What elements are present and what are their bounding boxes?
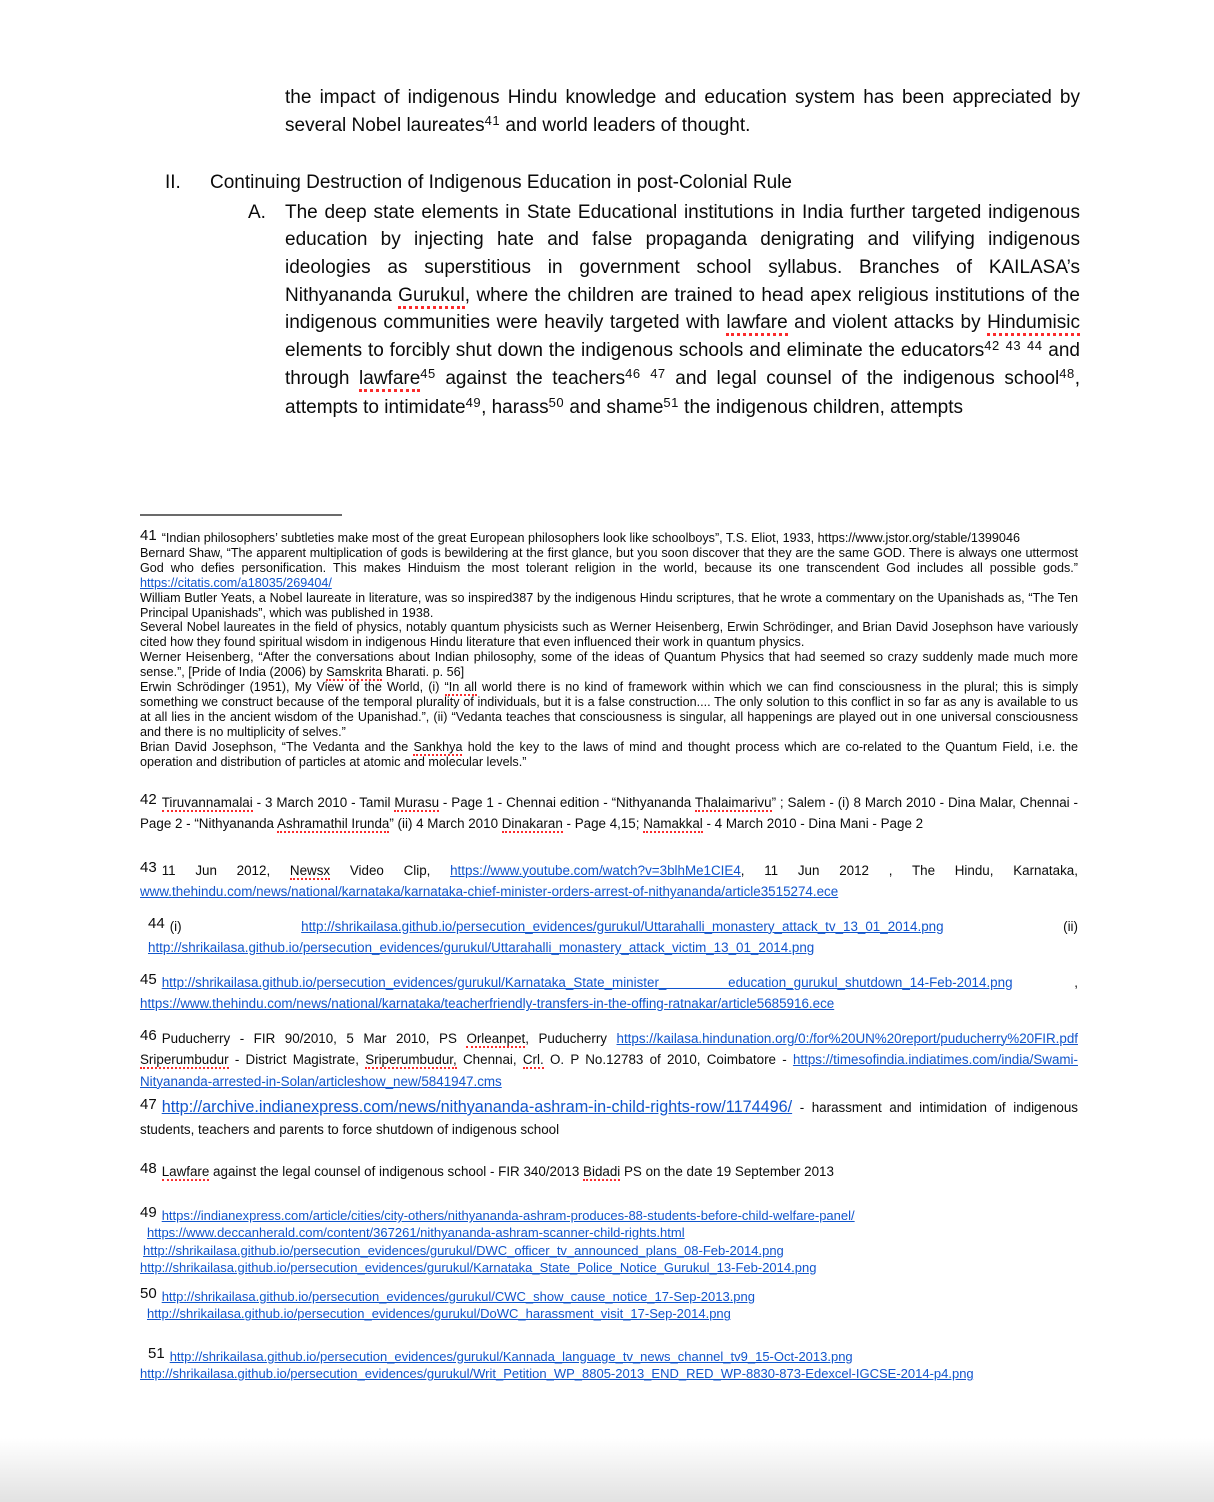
footnote-paragraph bbox=[140, 1204, 1078, 1224]
footnote-paragraph bbox=[140, 972, 1078, 1015]
footnote bbox=[140, 860, 1078, 903]
text-run: - District Magistrate, bbox=[228, 1052, 366, 1067]
footnote bbox=[140, 1344, 1078, 1383]
misspelled-word: lawfare bbox=[726, 312, 787, 336]
misspelled-word: Newsx bbox=[289, 862, 331, 878]
body-text bbox=[140, 84, 1080, 423]
text-run: elements to forcibly shut down the indigenous schools and eliminate the educators bbox=[285, 339, 985, 361]
misspelled-word: Gurukul bbox=[398, 285, 465, 309]
footnote-paragraph bbox=[140, 1365, 1078, 1382]
misspelled-word: Hindumisic bbox=[987, 312, 1080, 336]
text-run: - 3 March 2010 - Tamil bbox=[252, 794, 395, 810]
text-run: - Page 1 - Chennai edition - “Nithyananda bbox=[439, 794, 695, 810]
footnote-ref: 43 bbox=[1005, 337, 1022, 353]
hyperlink[interactable]: http://shrikailasa.github.io/persecution_evidences/gurukul/DoWC_harassment_visit_17-Sep-2014.png bbox=[147, 1306, 731, 1322]
text-run: ” (ii) 4 March 2010 bbox=[389, 816, 502, 831]
text-run: (i) bbox=[169, 918, 302, 934]
footnote-paragraph bbox=[140, 1305, 1078, 1322]
footnote-ref: 42 bbox=[984, 337, 1000, 353]
footnote-ref: 50 bbox=[548, 394, 565, 410]
text-run: , Puducherry bbox=[525, 1030, 617, 1046]
footnote-paragraph bbox=[140, 1028, 1078, 1093]
text-run: Bharati. p. 56] bbox=[382, 665, 465, 680]
misspelled-word: Thalaimarivu bbox=[694, 794, 772, 810]
text-run: The deep state elements in State Educational institutions in India further targeted indigenous education by injecting hate and false propaganda denigrating and vilifying indigenous ideologies as superstitious in government school syllabus. Branches of KAILASA’s Nithyananda bbox=[285, 201, 1080, 306]
text-run: Brian David Josephson, “The Vedanta and the bbox=[140, 739, 414, 754]
footnote bbox=[140, 1028, 1078, 1093]
hyperlink[interactable]: https://kailasa.hindunation.org/0:/for%20UN%20report/puducherry%20FIR.pdf bbox=[616, 1030, 1079, 1046]
text-run: the impact of indigenous Hindu knowledge and education system has been appreciated by several Nobel laureates bbox=[285, 87, 1080, 136]
footnote-number: 43 bbox=[140, 858, 157, 876]
hyperlink[interactable]: www.thehindu.com/news/national/karnataka/karnataka-chief-minister-orders-arrest-of-nithyananda/article3515274.ece bbox=[140, 884, 839, 899]
footnote-paragraph bbox=[140, 680, 1078, 740]
footnote-paragraph bbox=[140, 1096, 1078, 1141]
text-run: ” ; Salem - (i) 8 March 2010 - Dina Malar, Chennai - Page 2 - “Nithyananda bbox=[140, 794, 1079, 831]
text-run: “Indian philosophers’ subtleties make most of the great European philosophers look like schoolboys”, T.S. Eliot, 1933, https://www.jstor.org/stable/1399046 bbox=[161, 531, 1020, 545]
footnote-paragraph bbox=[140, 792, 1078, 835]
hyperlink[interactable]: http://shrikailasa.github.io/persecution_evidences/gurukul/CWC_show_cause_notice_17-Sep-2013.png bbox=[161, 1289, 755, 1305]
text-run bbox=[641, 368, 651, 389]
footnote-paragraph bbox=[140, 546, 1078, 591]
footnote-list bbox=[140, 527, 1079, 1382]
misspelled-word: Sriperumbudur bbox=[140, 1052, 229, 1067]
text-run bbox=[1000, 340, 1006, 361]
footnote-number: 47 bbox=[140, 1096, 157, 1113]
hyperlink[interactable]: https://citatis.com/a18035/269404/ bbox=[140, 575, 332, 590]
text-run: , attempts to intimidate bbox=[285, 368, 1081, 418]
footnote-number: 42 bbox=[140, 790, 157, 808]
footnote bbox=[140, 1285, 1078, 1323]
text-run: and violent attacks by bbox=[787, 312, 988, 334]
footnote-ref: 49 bbox=[465, 394, 482, 410]
footnote-ref: 41 bbox=[484, 112, 501, 128]
footnote bbox=[140, 792, 1078, 835]
misspelled-word: Dinakaran bbox=[501, 816, 563, 831]
text-run: 11 Jun 2012, bbox=[161, 862, 290, 878]
text-run: William Butler Yeats, a Nobel laureate in literature, was so inspired387 by the indigenous Hindu scriptures, that he wrote a commentary on the Upanishads as, “The Ten Principal Upanishads”, which was published in 1938. bbox=[140, 590, 1078, 620]
text-run: - 4 March 2010 - Dina Mani - Page 2 bbox=[702, 816, 924, 831]
list-marker: II. bbox=[165, 172, 181, 194]
text-run: Werner Heisenberg, “After the conversations about Indian philosophy, some of the ideas of Quantum Physics that had seemed so crazy suddenly made much more sense.”, [Pride of India (2006) by bbox=[140, 650, 1078, 680]
misspelled-word: Sriperumbudur, bbox=[365, 1052, 457, 1067]
misspelled-word: lawfare bbox=[359, 368, 420, 392]
hyperlink[interactable]: https://www.deccanherald.com/content/367261/nithyananda-ashram-scanner-child-rights.html bbox=[147, 1225, 685, 1241]
misspelled-word: Sankhya bbox=[413, 739, 463, 754]
footnote-paragraph bbox=[140, 650, 1078, 680]
text-run: (ii) bbox=[943, 918, 1078, 934]
text-run: hold the key to the laws of mind and thought process which are co-related to the Quantum Field, i.e. the operation and distribution of particles at atomic and molecular levels.” bbox=[140, 739, 1078, 769]
text-run: , bbox=[1012, 974, 1078, 990]
misspelled-word: Samskrita bbox=[326, 665, 383, 680]
hyperlink[interactable]: http://shrikailasa.github.io/persecution_evidences/gurukul/Karnataka_State_Police_Notice_Gurukul_13-Feb-2014.png bbox=[140, 1259, 817, 1275]
misspelled-word: Murasu bbox=[394, 794, 440, 810]
footnote bbox=[140, 916, 1078, 959]
footnote-paragraph bbox=[140, 1344, 1078, 1365]
footnote bbox=[140, 972, 1078, 1015]
footnote-paragraph bbox=[140, 740, 1078, 770]
text-run: and shame bbox=[564, 396, 664, 418]
footnote-paragraph bbox=[140, 1285, 1078, 1305]
footnote bbox=[140, 1096, 1078, 1141]
hyperlink[interactable]: http://shrikailasa.github.io/persecution_evidences/gurukul/Karnataka_State_minister_ education_gurukul_shutdown_14-Feb-2014.png bbox=[161, 974, 1013, 990]
text-run: - harassment and intimidation of indigenous students, teachers and parents to force shutdown of indigenous school bbox=[140, 1100, 1078, 1137]
footnote-paragraph bbox=[140, 1224, 1078, 1241]
text-run: PS on the date 19 September 2013 bbox=[620, 1164, 834, 1179]
footnote-ref: 51 bbox=[663, 394, 679, 410]
text-run: and through bbox=[285, 339, 1081, 390]
hyperlink[interactable]: http://archive.indianexpress.com/news/nithyananda-ashram-in-child-rights-row/1174496/ bbox=[161, 1098, 793, 1116]
footnote-ref: 44 bbox=[1026, 337, 1043, 353]
text-run: against the teachers bbox=[435, 368, 626, 390]
text-run: , harass bbox=[481, 396, 549, 418]
text-run: and legal counsel of the indigenous school bbox=[665, 368, 1060, 390]
footnote-number: 46 bbox=[140, 1026, 157, 1044]
text-run: against the legal counsel of indigenous school - FIR 340/2013 bbox=[209, 1164, 584, 1179]
footnote-paragraph bbox=[140, 527, 1078, 546]
footnote-paragraph bbox=[140, 1242, 1078, 1259]
footnote-number: 41 bbox=[140, 527, 157, 544]
footnote-ref: 45 bbox=[420, 366, 436, 382]
footnotes-section bbox=[140, 508, 1078, 1382]
footnote-number: 48 bbox=[140, 1160, 157, 1177]
footnote-number: 45 bbox=[140, 970, 157, 988]
footnote-number: 51 bbox=[148, 1344, 165, 1362]
footnote-separator bbox=[140, 514, 342, 516]
footnote-ref: 48 bbox=[1059, 366, 1075, 382]
text-run: Erwin Schrödinger (1951), My View of the World, (i) bbox=[140, 680, 445, 695]
footnote-paragraph bbox=[140, 1259, 1078, 1276]
hyperlink[interactable]: https://indianexpress.com/article/cities/city-others/nithyananda-ashram-produces-88-students-before-child-welfare-panel/ bbox=[161, 1208, 855, 1223]
text-run: Puducherry - FIR 90/2010, 5 Mar 2010, PS bbox=[161, 1030, 467, 1046]
text-run: - Page 4,15; bbox=[562, 816, 644, 831]
hyperlink[interactable]: https://www.youtube.com/watch?v=3blhMe1CIE4 bbox=[450, 862, 741, 878]
footnote-paragraph bbox=[140, 1160, 1078, 1180]
footnote bbox=[140, 1204, 1078, 1276]
footnote-number: 44 bbox=[148, 914, 165, 932]
footnote bbox=[140, 1160, 1078, 1180]
text-run: Several Nobel laureates in the field of physics, notably quantum physicists such as Werner Heisenberg, Erwin Schrödinger, and Brian David Josephson have variously cited how they found spiritual wisdom in indigenous Hindu literature that even influenced their work in quantum physics. bbox=[140, 620, 1078, 650]
text-run: Chennai, bbox=[456, 1052, 523, 1067]
hyperlink[interactable]: https://timesofindia.indiatimes.com/india/Swami-Nityananda-arrested-in-Solan/articleshow_new/5841947.cms bbox=[140, 1052, 1078, 1089]
footnote bbox=[140, 527, 1078, 770]
misspelled-word: Tiruvannamalai bbox=[161, 794, 253, 810]
page-bottom-shadow bbox=[0, 1438, 1214, 1502]
hyperlink[interactable]: http://shrikailasa.github.io/persecution_evidences/gurukul/Uttarahalli_monastery_attack_tv_13_01_2014.png bbox=[301, 918, 944, 934]
text-run: and world leaders of thought. bbox=[500, 114, 751, 136]
text-run: Video Clip, bbox=[330, 862, 451, 878]
footnote-paragraph bbox=[140, 620, 1078, 650]
misspelled-word: Orleanpet bbox=[466, 1030, 526, 1046]
body-paragraph bbox=[140, 199, 1080, 423]
footnote-ref: 46 bbox=[625, 366, 641, 382]
hyperlink[interactable]: http://shrikailasa.github.io/persecution_evidences/gurukul/DWC_officer_tv_announced_plans_08-Feb-2014.png bbox=[143, 1242, 784, 1258]
footnote-number: 50 bbox=[140, 1285, 157, 1303]
footnote-paragraph bbox=[140, 916, 1078, 959]
misspelled-word: Ashramathil Irunda bbox=[276, 816, 390, 831]
footnote-ref: 47 bbox=[650, 366, 666, 382]
hyperlink[interactable]: http://shrikailasa.github.io/persecution_evidences/gurukul/Uttarahalli_monastery_attack_victim_13_01_2014.png bbox=[148, 940, 815, 955]
text-run: the indigenous children, attempts bbox=[678, 396, 964, 418]
misspelled-word: Bidadi bbox=[583, 1164, 621, 1179]
text-run: Continuing Destruction of Indigenous Education in post-Colonial Rule bbox=[210, 172, 792, 194]
text-run: , where the children are trained to head apex religious institutions of the indigenous communities were heavily targeted with bbox=[285, 284, 1081, 334]
misspelled-word: Crl. bbox=[522, 1052, 544, 1067]
misspelled-word: Lawfare bbox=[161, 1164, 210, 1179]
footnote-number: 49 bbox=[140, 1204, 157, 1221]
text-run: Bernard Shaw, “The apparent multiplication of gods is bewildering at the first glance, but you soon discover that they are the same GOD. There is always one uttermost God who defies personification. This makes Hinduism the most tolerant religion in the world, because its one transcendent God includes all possible gods.” bbox=[140, 545, 1078, 575]
hyperlink[interactable]: http://shrikailasa.github.io/persecution_evidences/gurukul/Writ_Petition_WP_8805-2013_END_RED_WP-8830-873-Edexcel-IGCSE-2014-p4.png bbox=[140, 1366, 974, 1382]
list-marker: A. bbox=[248, 201, 266, 223]
hyperlink[interactable]: http://shrikailasa.github.io/persecution_evidences/gurukul/Kannada_language_tv_news_channel_tv9_15-Oct-2013.png bbox=[169, 1348, 853, 1364]
text-run: O. P No.12783 of 2010, Coimbatore - bbox=[543, 1052, 793, 1067]
section-heading bbox=[140, 169, 1080, 197]
misspelled-word: “In all bbox=[444, 680, 477, 695]
misspelled-word: Namakkal bbox=[643, 816, 703, 831]
footnote-paragraph bbox=[140, 591, 1078, 621]
hyperlink[interactable]: https://www.thehindu.com/news/national/karnataka/teacherfriendly-transfers-in-the-offing-ratnakar/article5685916.ece bbox=[140, 996, 835, 1011]
body-paragraph bbox=[140, 84, 1080, 140]
text-run: , 11 Jun 2012 , The Hindu, Karnataka, bbox=[740, 862, 1078, 878]
text-run: world there is no kind of framework within which we can find consciousness in the plural; this is simply something we construct because of the temporal plurality of individuals, but it is a false construction.... The only solution to this conflict in so far as any is available to us at all lies in the ancient wisdom of the Upanishad.”, (ii) “Vedanta teaches that consciousness is singular, all happenings are played out in one universal consciousness and there is no multiplicity of selves.” bbox=[140, 680, 1078, 739]
footnote-paragraph bbox=[140, 860, 1078, 903]
